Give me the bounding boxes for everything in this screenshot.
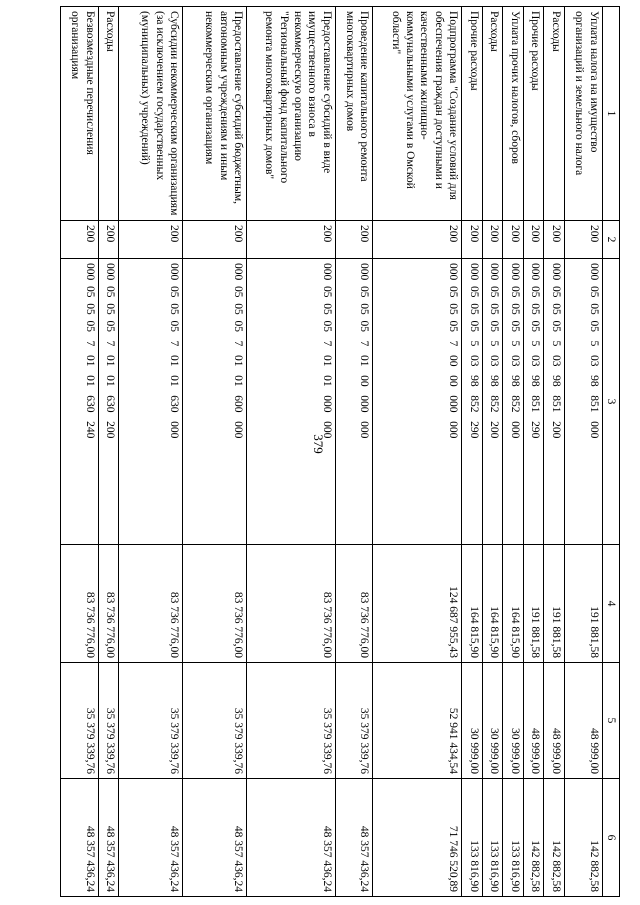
column-header: 3 [602, 259, 619, 545]
row-amount-approved: 83 736 776,00 [61, 545, 99, 663]
row-amount-remaining: 48 357 436,24 [335, 779, 373, 897]
row-amount-executed: 48 999,00 [544, 663, 565, 779]
page-number: 379 [310, 434, 326, 454]
row-name: Субсидии некоммерческим организациям (за исключением государственных (муниципальных) учреждений) [119, 7, 183, 221]
row-name: Уплата налога на имущество организаций и земельного налога [565, 7, 603, 221]
row-amount-remaining: 142 882,58 [523, 779, 544, 897]
row-amount-executed: 35 379 339,76 [98, 663, 119, 779]
row-budget-code: 000 05 05 05 5 03 98 851 000 [565, 259, 603, 545]
table-row [482, 7, 503, 897]
column-header: 2 [602, 221, 619, 259]
table-row [523, 7, 544, 897]
table-row [183, 7, 247, 897]
row-budget-code: 000 05 05 05 5 03 98 851 200 [544, 259, 565, 545]
row-budget-code: 000 05 05 05 7 01 01 630 000 [119, 259, 183, 545]
row-budget-code: 000 05 05 05 7 01 01 630 200 [98, 259, 119, 545]
row-amount-approved: 164 815,90 [482, 545, 503, 663]
row-amount-approved: 164 815,90 [503, 545, 524, 663]
row-group-code: 200 [462, 221, 483, 259]
row-amount-remaining: 48 357 436,24 [61, 779, 99, 897]
table-row [61, 7, 99, 897]
row-amount-remaining: 48 357 436,24 [119, 779, 183, 897]
row-amount-remaining: 133 816,90 [462, 779, 483, 897]
row-group-code: 200 [482, 221, 503, 259]
table-row [247, 7, 336, 897]
row-budget-code: 000 05 05 05 7 01 00 000 000 [335, 259, 373, 545]
row-amount-remaining: 48 357 436,24 [98, 779, 119, 897]
header-row [602, 7, 619, 897]
row-amount-remaining: 71 746 520,89 [373, 779, 462, 897]
row-name: Предоставление субсидий в виде имущественного взноса в некоммерческую организацию "Региональный фонд капитального ремонта многоквартирных домов" [247, 7, 336, 221]
row-budget-code: 000 05 05 05 5 03 98 852 200 [482, 259, 503, 545]
row-name: Проведение капитального ремонта многоквартирных домов [335, 7, 373, 221]
row-amount-executed: 35 379 339,76 [335, 663, 373, 779]
row-amount-approved: 191 881,58 [544, 545, 565, 663]
row-amount-approved: 191 881,58 [523, 545, 544, 663]
row-amount-approved: 83 736 776,00 [183, 545, 247, 663]
row-budget-code: 000 05 05 05 5 03 98 852 000 [503, 259, 524, 545]
table-row [98, 7, 119, 897]
row-group-code: 200 [373, 221, 462, 259]
row-group-code: 200 [98, 221, 119, 259]
row-amount-approved: 164 815,90 [462, 545, 483, 663]
column-header: 5 [602, 663, 619, 779]
row-amount-executed: 35 379 339,76 [247, 663, 336, 779]
row-amount-remaining: 48 357 436,24 [247, 779, 336, 897]
column-header: 1 [602, 7, 619, 221]
row-budget-code: 000 05 05 05 7 01 01 000 000 [247, 259, 336, 545]
table-row [503, 7, 524, 897]
row-amount-executed: 48 999,00 [523, 663, 544, 779]
row-group-code: 200 [247, 221, 336, 259]
table-row [565, 7, 603, 897]
row-group-code: 200 [61, 221, 99, 259]
row-group-code: 200 [565, 221, 603, 259]
table-body [61, 7, 603, 897]
column-header: 6 [602, 779, 619, 897]
row-name: Безвозмездные перечисления организациям [61, 7, 99, 221]
row-amount-executed: 30 999,00 [482, 663, 503, 779]
row-amount-executed: 35 379 339,76 [61, 663, 99, 779]
row-name: Подпрограмма "Создание условий для обеспечения граждан доступными и качественными жилищно-коммунальными услугами в Омской области" [373, 7, 462, 221]
row-amount-approved: 191 881,58 [565, 545, 603, 663]
row-amount-executed: 30 999,00 [503, 663, 524, 779]
row-budget-code: 000 05 05 05 5 03 98 851 290 [523, 259, 544, 545]
row-amount-remaining: 133 816,90 [503, 779, 524, 897]
row-name: Прочие расходы [523, 7, 544, 221]
row-amount-executed: 48 999,00 [565, 663, 603, 779]
row-amount-approved: 83 736 776,00 [98, 545, 119, 663]
row-amount-executed: 52 941 434,54 [373, 663, 462, 779]
row-amount-executed: 30 999,00 [462, 663, 483, 779]
row-budget-code: 000 05 05 05 7 00 00 000 000 [373, 259, 462, 545]
row-name: Уплата прочих налогов, сборов [503, 7, 524, 221]
budget-table [60, 6, 620, 897]
row-amount-remaining: 142 882,58 [544, 779, 565, 897]
row-amount-remaining: 48 357 436,24 [183, 779, 247, 897]
row-group-code: 200 [503, 221, 524, 259]
row-name: Расходы [98, 7, 119, 221]
table-row [373, 7, 462, 897]
row-group-code: 200 [119, 221, 183, 259]
row-budget-code: 000 05 05 05 7 01 01 630 240 [61, 259, 99, 545]
row-budget-code: 000 05 05 05 7 01 01 600 000 [183, 259, 247, 545]
row-amount-approved: 124 687 955,43 [373, 545, 462, 663]
table-row [544, 7, 565, 897]
row-amount-remaining: 133 816,90 [482, 779, 503, 897]
row-name: Расходы [544, 7, 565, 221]
row-amount-approved: 83 736 776,00 [335, 545, 373, 663]
row-budget-code: 000 05 05 05 5 03 98 852 290 [462, 259, 483, 545]
table-row [335, 7, 373, 897]
rotated-table-container [60, 6, 620, 896]
row-group-code: 200 [523, 221, 544, 259]
row-group-code: 200 [544, 221, 565, 259]
row-amount-executed: 35 379 339,76 [119, 663, 183, 779]
row-amount-executed: 35 379 339,76 [183, 663, 247, 779]
row-name: Расходы [482, 7, 503, 221]
row-name: Предоставление субсидий бюджетным, автономным учреждениям и иным некоммерческим организациям [183, 7, 247, 221]
table-row [119, 7, 183, 897]
row-group-code: 200 [335, 221, 373, 259]
row-name: Прочие расходы [462, 7, 483, 221]
table-row [462, 7, 483, 897]
row-amount-approved: 83 736 776,00 [247, 545, 336, 663]
row-amount-approved: 83 736 776,00 [119, 545, 183, 663]
row-group-code: 200 [183, 221, 247, 259]
row-amount-remaining: 142 882,58 [565, 779, 603, 897]
column-header: 4 [602, 545, 619, 663]
